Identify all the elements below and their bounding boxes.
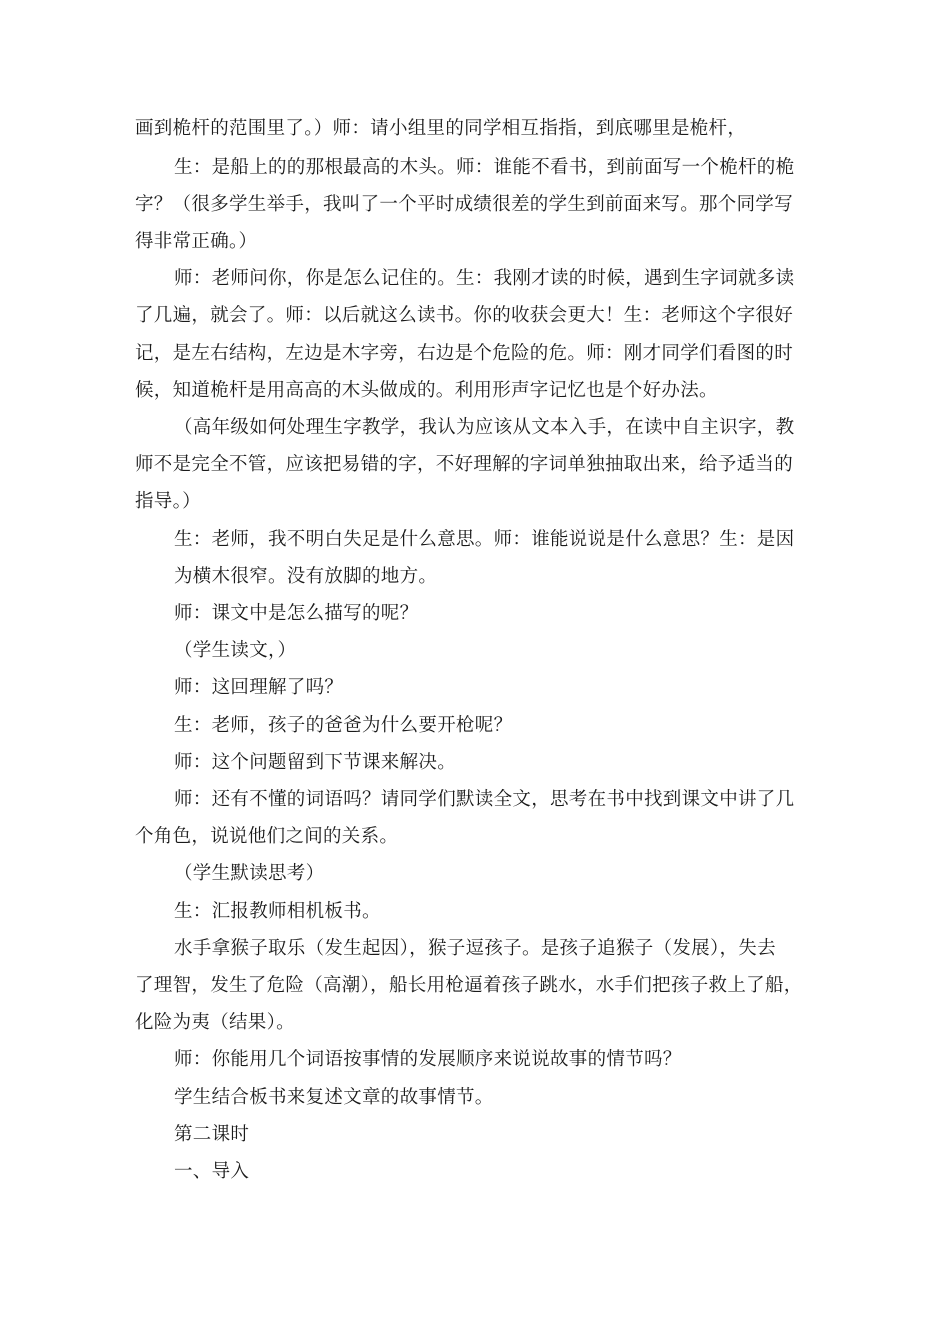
text-line: （学生默读思考） xyxy=(174,863,325,884)
text-line: 生：老师，孩子的爸爸为什么要开枪呢？ xyxy=(174,715,513,736)
text-line: 了理智，发生了危险（高潮），船长用枪逼着孩子跳水，水手们把孩子救上了船， xyxy=(135,975,803,996)
text-line: 师：老师问你，你是怎么记住的。生：我刚才读的时候，遇到生字词就多读 xyxy=(174,268,795,289)
text-line: 个角色，说说他们之间的关系。 xyxy=(135,826,399,847)
text-line: 字？（很多学生举手，我叫了一个平时成绩很差的学生到前面来写。那个同学写 xyxy=(135,194,794,215)
text-line: （学生读文，） xyxy=(174,640,297,661)
text-line: 师：你能用几个词语按事情的发展顺序来说说故事的情节吗？ xyxy=(174,1049,682,1070)
text-line: 一、导入 xyxy=(174,1161,250,1182)
text-line: 记，是左右结构，左边是木字旁，右边是个危险的危。师：刚才同学们看图的时 xyxy=(135,343,794,364)
text-line: 指导。） xyxy=(135,491,201,512)
text-line: 为横木很窄。没有放脚的地方。 xyxy=(174,566,438,587)
text-line: 师：这回理解了吗？ xyxy=(174,677,344,698)
text-line: 了几遍，就会了。师：以后就这么读书。你的收获会更大！生：老师这个字很好 xyxy=(135,305,794,326)
text-line: 生：汇报教师相机板书。 xyxy=(174,901,381,922)
text-line: 学生结合板书来复述文章的故事情节。 xyxy=(174,1087,494,1108)
text-line: 生：是船上的的那根最高的木头。师：谁能不看书，到前面写一个桅杆的桅 xyxy=(174,157,795,178)
text-line: 生：老师，我不明白失足是什么意思。师：谁能说说是什么意思？生：是因 xyxy=(174,529,795,550)
text-line: 师：这个问题留到下节课来解决。 xyxy=(174,752,457,773)
text-line: 师：课文中是怎么描写的呢？ xyxy=(174,603,419,624)
text-line: （高年级如何处理生字教学，我认为应该从文本入手，在读中自主识字，教 xyxy=(174,417,795,438)
text-line: 候，知道桅杆是用高高的木头做成的。利用形声字记忆也是个好办法。 xyxy=(135,380,718,401)
text-line: 第二课时 xyxy=(174,1124,250,1145)
text-line: 化险为夷（结果）。 xyxy=(135,1012,295,1033)
text-line: 画到桅杆的范围里了。）师：请小组里的同学相互指指，到底哪里是桅杆， xyxy=(135,118,747,139)
text-line: 师：还有不懂的词语吗？请同学们默读全文，思考在书中找到课文中讲了几 xyxy=(174,789,795,810)
text-line: 得非常正确。） xyxy=(135,231,258,252)
text-line: 师不是完全不管，应该把易错的字，不好理解的字词单独抽取出来，给予适当的 xyxy=(135,454,794,475)
text-line: 水手拿猴子取乐（发生起因），猴子逗孩子。是孩子追猴子（发展），失去 xyxy=(174,938,776,959)
